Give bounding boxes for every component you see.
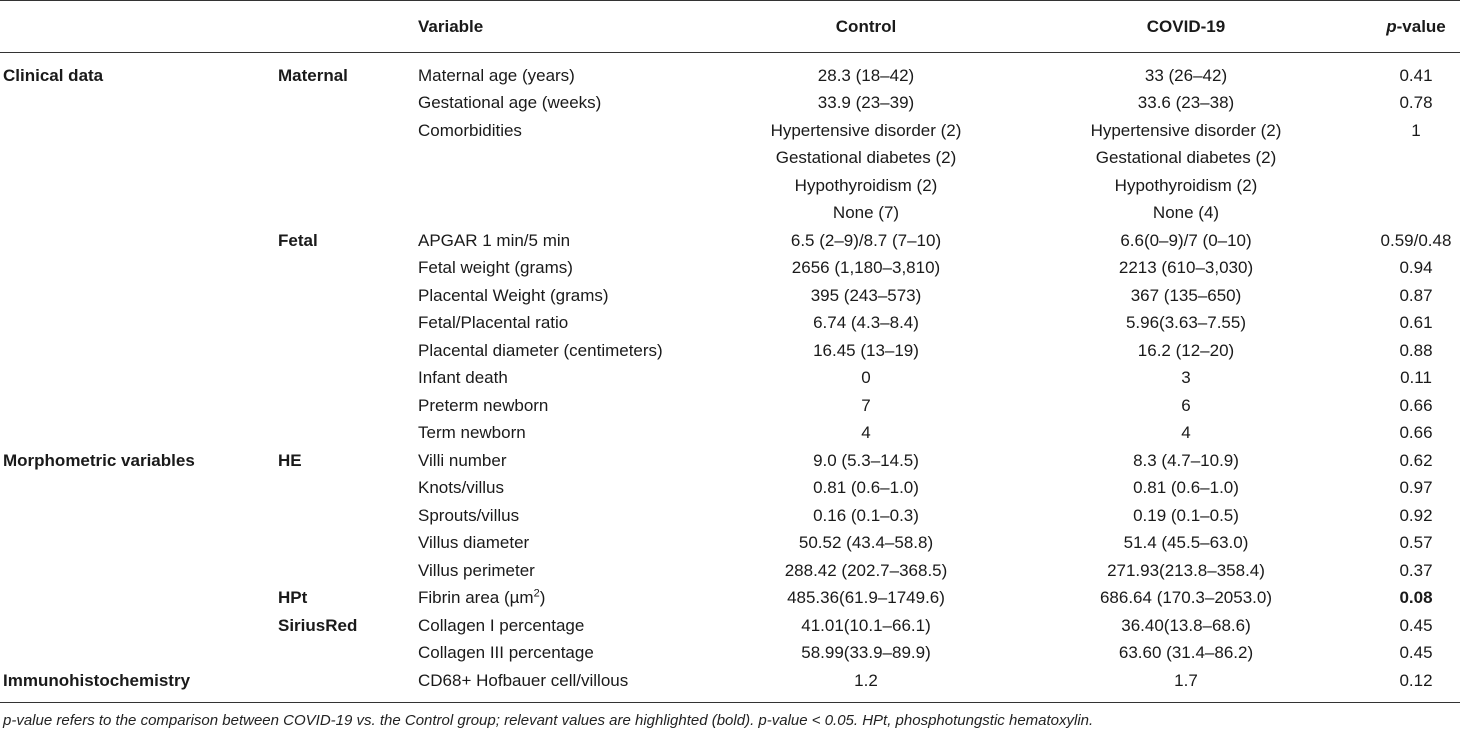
row-control: 16.45 (13–19) bbox=[813, 341, 919, 360]
header-control: Control bbox=[835, 17, 897, 36]
row-p-value: 0.11 bbox=[1400, 368, 1432, 387]
row-control: 41.01(10.1–66.1) bbox=[801, 616, 931, 635]
row-covid: 33.6 (23–38) bbox=[1137, 93, 1235, 112]
fibrin-superscript: 2 bbox=[533, 587, 540, 600]
row-variable: APGAR 1 min/5 min bbox=[418, 231, 571, 250]
row-covid: 33 (26–42) bbox=[1144, 66, 1228, 85]
row-control: 485.36(61.9–1749.6) bbox=[787, 588, 945, 607]
row-variable: Placental Weight (grams) bbox=[418, 286, 609, 305]
row-p-value: 0.61 bbox=[1399, 313, 1433, 332]
fibrin-label: Fibrin area (µm bbox=[418, 588, 534, 607]
subgroup-he: HE bbox=[278, 451, 302, 470]
header-covid: COVID-19 bbox=[1146, 17, 1226, 36]
row-covid: Hypothyroidism (2) bbox=[1114, 176, 1258, 195]
row-control: 0 bbox=[861, 368, 871, 387]
row-variable: Collagen I percentage bbox=[418, 616, 585, 635]
row-control: Hypertensive disorder (2) bbox=[770, 121, 962, 140]
row-covid: 16.2 (12–20) bbox=[1137, 341, 1235, 360]
subgroup-hpt: HPt bbox=[278, 588, 308, 607]
row-p-value: 0.97 bbox=[1399, 478, 1433, 497]
row-covid: 686.64 (170.3–2053.0) bbox=[1099, 588, 1273, 607]
row-covid: 4 bbox=[1181, 423, 1191, 442]
row-covid: 8.3 (4.7–10.9) bbox=[1133, 451, 1239, 470]
row-covid: 3 bbox=[1181, 368, 1191, 387]
table-bottom-rule bbox=[0, 702, 1460, 703]
row-control: 6.74 (4.3–8.4) bbox=[813, 313, 919, 332]
row-control: 33.9 (23–39) bbox=[817, 93, 915, 112]
row-p-value: 0.37 bbox=[1399, 561, 1433, 580]
row-covid: 0.19 (0.1–0.5) bbox=[1133, 506, 1239, 525]
row-p-value: 0.87 bbox=[1399, 286, 1433, 305]
row-variable: Villus diameter bbox=[418, 533, 530, 552]
row-p-value: 1 bbox=[1411, 121, 1421, 140]
subgroup-maternal: Maternal bbox=[278, 66, 348, 85]
row-variable: Collagen III percentage bbox=[418, 643, 594, 662]
row-p-value: 0.12 bbox=[1399, 671, 1433, 690]
row-control: 6.5 (2–9)/8.7 (7–10) bbox=[790, 231, 942, 250]
row-p-value: 0.66 bbox=[1399, 423, 1433, 442]
header-p-rest: -value bbox=[1396, 17, 1446, 36]
row-variable: Placental diameter (centimeters) bbox=[418, 341, 663, 360]
row-control: 4 bbox=[861, 423, 871, 442]
row-covid: Hypertensive disorder (2) bbox=[1090, 121, 1282, 140]
table-header-rule bbox=[0, 52, 1460, 53]
row-control: Gestational diabetes (2) bbox=[775, 148, 957, 167]
subgroup-siriusred: SiriusRed bbox=[278, 616, 358, 635]
row-variable: Comorbidities bbox=[418, 121, 522, 140]
row-variable: Gestational age (weeks) bbox=[418, 93, 602, 112]
row-control: 395 (243–573) bbox=[810, 286, 922, 305]
category-immuno: Immunohistochemistry bbox=[3, 671, 191, 690]
row-variable: CD68+ Hofbauer cell/villous bbox=[418, 671, 629, 690]
fibrin-label-close: ) bbox=[539, 588, 546, 607]
category-clinical: Clinical data bbox=[3, 66, 104, 85]
row-covid: None (4) bbox=[1152, 203, 1220, 222]
row-variable: Preterm newborn bbox=[418, 396, 549, 415]
row-control: 58.99(33.9–89.9) bbox=[801, 643, 931, 662]
row-p-value: 0.59/0.48 bbox=[1380, 231, 1452, 250]
row-control: None (7) bbox=[832, 203, 900, 222]
row-variable: Sprouts/villus bbox=[418, 506, 520, 525]
table-top-rule bbox=[0, 0, 1460, 1]
row-covid: 5.96(3.63–7.55) bbox=[1125, 313, 1247, 332]
row-variable: Villi number bbox=[418, 451, 507, 470]
header-p-value bbox=[1345, 13, 1460, 40]
row-p-value-highlighted: 0.08 bbox=[1399, 588, 1433, 607]
row-p-value: 0.45 bbox=[1399, 616, 1433, 635]
row-variable: Maternal age (years) bbox=[418, 66, 575, 85]
row-p-value: 0.45 bbox=[1399, 643, 1433, 662]
row-p-value: 0.62 bbox=[1399, 451, 1433, 470]
table-footnote: p-value refers to the comparison between COVID-19 vs. the Control group; relevant values are highlighted (bold). p-value < 0.05. HPt, phosphotungstic hematoxylin. bbox=[3, 712, 1094, 729]
row-control: Hypothyroidism (2) bbox=[794, 176, 938, 195]
row-control: 0.16 (0.1–0.3) bbox=[813, 506, 919, 525]
row-covid: 36.40(13.8–68.6) bbox=[1121, 616, 1251, 635]
row-control: 0.81 (0.6–1.0) bbox=[813, 478, 919, 497]
row-control: 288.42 (202.7–368.5) bbox=[784, 561, 948, 580]
row-p-value: 0.66 bbox=[1399, 396, 1433, 415]
row-p-value: 0.78 bbox=[1399, 93, 1433, 112]
row-covid: 6.6(0–9)/7 (0–10) bbox=[1120, 231, 1252, 250]
row-control: 9.0 (5.3–14.5) bbox=[813, 451, 919, 470]
row-p-value: 0.41 bbox=[1399, 66, 1433, 85]
row-p-value: 0.88 bbox=[1399, 341, 1433, 360]
row-p-value: 0.92 bbox=[1399, 506, 1433, 525]
row-control: 2656 (1,180–3,810) bbox=[791, 258, 941, 277]
row-variable bbox=[418, 584, 545, 611]
header-variable: Variable bbox=[418, 17, 484, 36]
row-covid: 6 bbox=[1181, 396, 1191, 415]
row-variable: Knots/villus bbox=[418, 478, 504, 497]
row-covid: Gestational diabetes (2) bbox=[1095, 148, 1277, 167]
row-variable: Villus perimeter bbox=[418, 561, 535, 580]
row-variable: Infant death bbox=[418, 368, 508, 387]
row-control: 1.2 bbox=[854, 671, 878, 690]
row-variable: Fetal/Placental ratio bbox=[418, 313, 569, 332]
header-p-italic: p bbox=[1386, 17, 1397, 36]
row-control: 28.3 (18–42) bbox=[817, 66, 915, 85]
row-control: 50.52 (43.4–58.8) bbox=[798, 533, 934, 552]
row-p-value: 0.94 bbox=[1399, 258, 1433, 277]
row-covid: 1.7 bbox=[1174, 671, 1198, 690]
row-covid: 0.81 (0.6–1.0) bbox=[1133, 478, 1239, 497]
row-variable: Fetal weight (grams) bbox=[418, 258, 573, 277]
row-variable: Term newborn bbox=[418, 423, 526, 442]
row-control: 7 bbox=[861, 396, 871, 415]
subgroup-fetal: Fetal bbox=[278, 231, 318, 250]
row-covid: 51.4 (45.5–63.0) bbox=[1123, 533, 1249, 552]
row-covid: 2213 (610–3,030) bbox=[1118, 258, 1254, 277]
row-p-value: 0.57 bbox=[1399, 533, 1433, 552]
row-covid: 271.93(213.8–358.4) bbox=[1107, 561, 1265, 580]
row-covid: 367 (135–650) bbox=[1130, 286, 1242, 305]
category-morphometric: Morphometric variables bbox=[3, 451, 195, 470]
row-covid: 63.60 (31.4–86.2) bbox=[1118, 643, 1254, 662]
